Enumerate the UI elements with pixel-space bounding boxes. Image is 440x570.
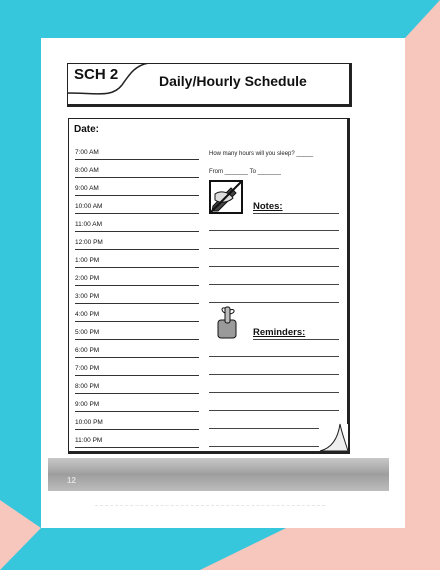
reminders-line[interactable] — [209, 392, 339, 393]
sleep-pencil-icon — [209, 180, 243, 214]
notes-line[interactable] — [209, 266, 339, 267]
sleep-hours-question[interactable]: How many hours will you sleep? _____ — [209, 151, 314, 157]
reminders-title: Reminders: — [253, 327, 306, 338]
page-curl-icon — [318, 420, 350, 454]
footer-rule — [95, 505, 325, 506]
time-slot-row[interactable]: 7:00 AM — [75, 148, 199, 160]
time-slot-row[interactable]: 3:00 PM — [75, 292, 199, 304]
notes-line[interactable] — [209, 248, 339, 249]
sleep-from-to[interactable]: From _______ To _______ — [209, 169, 281, 175]
time-slot-row[interactable]: 11:00 PM — [75, 436, 199, 448]
time-slot-row[interactable]: 5:00 PM — [75, 328, 199, 340]
reminders-line[interactable] — [209, 428, 319, 429]
reminders-line[interactable] — [209, 374, 339, 375]
time-slot-row[interactable]: 9:00 AM — [75, 184, 199, 196]
date-label: Date: — [74, 124, 100, 135]
hand-reminder-icon — [214, 304, 240, 340]
reminders-line[interactable] — [209, 446, 319, 447]
notes-title: Notes: — [253, 201, 283, 212]
time-slot-row[interactable]: 9:00 PM — [75, 400, 199, 412]
time-slot-row[interactable]: 2:00 PM — [75, 274, 199, 286]
time-slot-row[interactable]: 6:00 PM — [75, 346, 199, 358]
reminders-title-underline — [253, 339, 339, 340]
reminders-line[interactable] — [209, 356, 339, 357]
time-slot-row[interactable]: 11:00 AM — [75, 220, 199, 232]
page-title: Daily/Hourly Schedule — [159, 73, 307, 89]
time-slot-row[interactable]: 10:00 AM — [75, 202, 199, 214]
footer-band — [48, 458, 389, 491]
sch-label: SCH 2 — [74, 66, 119, 83]
reminders-line[interactable] — [209, 410, 339, 411]
notes-line[interactable] — [209, 284, 339, 285]
time-slot-row[interactable]: 10:00 PM — [75, 418, 199, 430]
notes-line[interactable] — [209, 230, 339, 231]
time-slot-row[interactable]: 1:00 PM — [75, 256, 199, 268]
time-slot-row[interactable]: 7:00 PM — [75, 364, 199, 376]
page-number: 12 — [67, 476, 76, 485]
notes-line[interactable] — [209, 302, 339, 303]
time-slot-row[interactable]: 4:00 PM — [75, 310, 199, 322]
time-slot-row[interactable]: 8:00 PM — [75, 382, 199, 394]
time-slot-row[interactable]: 12:00 PM — [75, 238, 199, 250]
notes-title-underline — [253, 213, 339, 214]
time-slot-row[interactable]: 8:00 AM — [75, 166, 199, 178]
